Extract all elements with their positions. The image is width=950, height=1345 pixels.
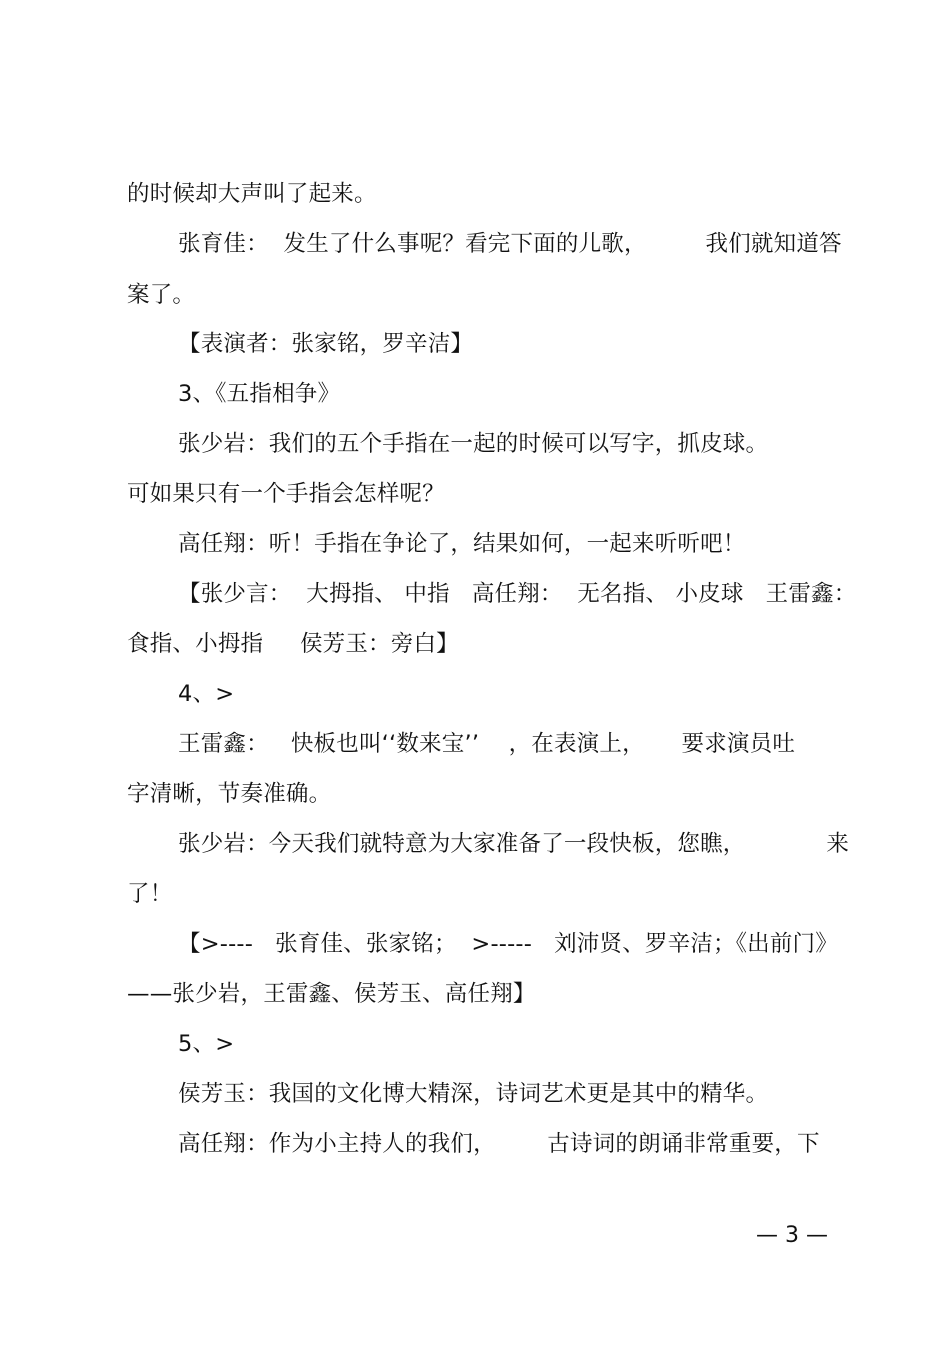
text-line: 的时候却大声叫了起来。: [127, 181, 377, 207]
text-line: 高任翔：听！手指在争论了，结果如何，一起来听听吧！: [178, 531, 746, 557]
text-line: ——张少岩，王雷鑫、侯芳玉、高任翔】: [127, 981, 536, 1007]
section-heading: 3、《五指相争》: [178, 381, 341, 407]
section-heading: 5、>: [178, 1031, 235, 1057]
text-line: 侯芳玉：我国的文化博大精深，诗词艺术更是其中的精华。: [178, 1081, 769, 1107]
text-line: 高任翔：作为小主持人的我们， 古诗词的朗诵非常重要，下: [178, 1131, 820, 1157]
text-line: 字清晰，节奏准确。: [127, 781, 332, 807]
page-number: — 3 —: [756, 1223, 828, 1248]
text-line: 张育佳： 发生了什么事呢？看完下面的儿歌， 我们就知道答: [178, 231, 842, 257]
text-line: 【>---- 张育佳、张家铭； >----- 刘沛贤、罗辛洁；《出前门》: [178, 931, 838, 957]
text-line: 【张少言： 大拇指、 中指 高任翔： 无名指、 小皮球 王雷鑫：: [178, 581, 857, 607]
section-heading: 4、>: [178, 681, 235, 707]
text-line: 【表演者：张家铭，罗辛洁】: [178, 331, 474, 357]
text-line: 案了。: [127, 282, 196, 308]
text-line: 可如果只有一个手指会怎样呢？: [127, 481, 445, 507]
text-line: 张少岩：今天我们就特意为大家准备了一段快板，您瞧， 来: [178, 831, 850, 857]
text-line: 了！: [127, 881, 173, 907]
text-line: 王雷鑫： 快板也叫‘‘数来宝’’ ，在表演上， 要求演员吐: [178, 731, 796, 757]
text-line: 张少岩：我们的五个手指在一起的时候可以写字，抓皮球。: [178, 431, 769, 457]
text-line: 食指、小拇指 侯芳玉：旁白】: [127, 631, 459, 657]
